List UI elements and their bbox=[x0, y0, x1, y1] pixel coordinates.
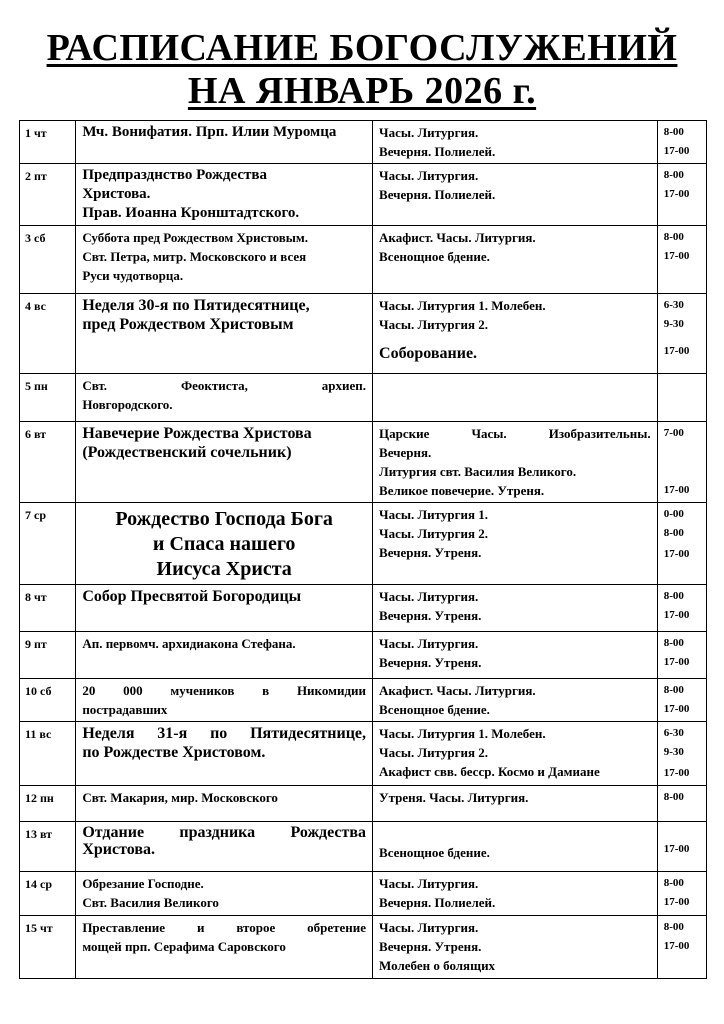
table-row bbox=[20, 121, 707, 164]
day-cell: 6 вт bbox=[20, 422, 76, 503]
day-cell: 9 пт bbox=[20, 632, 76, 679]
feast-cell: Предпразднство Рождества Христова. Прав. Иоанна Кронштадтского. bbox=[76, 164, 373, 226]
table-row bbox=[20, 872, 707, 916]
feast-cell: 20 000 мучеников в Никомидии пострадавших bbox=[76, 679, 373, 722]
times-cell: 0-00 8-00 17-00 bbox=[657, 503, 706, 585]
feast-cell: Свт. Макария, мир. Московского bbox=[76, 786, 373, 822]
services-cell: Царские Часы. Изобразительны. Вечерня. Литургия свт. Василия Великого. Великое повечерие. Утреня. bbox=[373, 422, 658, 503]
times-cell: 8-00 17-00 bbox=[657, 872, 706, 916]
day-cell: 14 ср bbox=[20, 872, 76, 916]
table-row bbox=[20, 503, 707, 585]
day-cell: 11 вс bbox=[20, 722, 76, 786]
feast-cell: Свт. Феоктиста, архиеп. Новгородского. bbox=[76, 374, 373, 422]
table-row bbox=[20, 374, 707, 422]
services-cell: Часы. Литургия. Вечерня. Полиелей. bbox=[373, 872, 658, 916]
times-cell: 8-00 17-00 bbox=[657, 164, 706, 226]
table-row bbox=[20, 786, 707, 822]
times-cell: 8-00 17-00 bbox=[657, 121, 706, 164]
feast-cell: Преставление и второе обретение мощей прп. Серафима Саровского bbox=[76, 916, 373, 979]
table-row bbox=[20, 226, 707, 294]
feast-cell: Обрезание Господне. Свт. Василия Великого bbox=[76, 872, 373, 916]
table-row bbox=[20, 722, 707, 786]
table-row bbox=[20, 164, 707, 226]
schedule-table bbox=[19, 120, 707, 979]
feast-cell: Неделя 30-я по Пятидесятнице, пред Рождеством Христовым bbox=[76, 294, 373, 374]
table-row bbox=[20, 679, 707, 722]
table-row bbox=[20, 422, 707, 503]
day-cell: 15 чт bbox=[20, 916, 76, 979]
services-cell: Акафист. Часы. Литургия. Всенощное бдение. bbox=[373, 679, 658, 722]
day-cell: 4 вс bbox=[20, 294, 76, 374]
page-title: РАСПИСАНИЕ БОГОСЛУЖЕНИЙ bbox=[46, 27, 678, 69]
services-cell: Всенощное бдение. bbox=[373, 822, 658, 872]
times-cell: 8-00 17-00 bbox=[657, 226, 706, 294]
feast-cell: Навечерие Рождества Христова (Рождественский сочельник) bbox=[76, 422, 373, 503]
services-cell: Часы. Литургия. Вечерня. Полиелей. bbox=[373, 164, 658, 226]
services-cell: Часы. Литургия 1. Часы. Литургия 2. Вечерня. Утреня. bbox=[373, 503, 658, 585]
services-cell: Утреня. Часы. Литургия. bbox=[373, 786, 658, 822]
table-row bbox=[20, 585, 707, 632]
feast-cell: Суббота пред Рождеством Христовым. Свт. Петра, митр. Московского и всея Руси чудотворца. bbox=[76, 226, 373, 294]
services-cell: Часы. Литургия. Вечерня. Полиелей. bbox=[373, 121, 658, 164]
services-cell: Акафист. Часы. Литургия. Всенощное бдение. bbox=[373, 226, 658, 294]
services-cell: Часы. Литургия 1. Молебен. Часы. Литургия 2. Соборование. bbox=[373, 294, 658, 374]
day-cell: 13 вт bbox=[20, 822, 76, 872]
times-cell: 6-30 9-30 17-00 bbox=[657, 294, 706, 374]
times-cell: 7-00 17-00 bbox=[657, 422, 706, 503]
times-cell: 17-00 bbox=[657, 822, 706, 872]
table-row bbox=[20, 632, 707, 679]
day-cell: 5 пн bbox=[20, 374, 76, 422]
services-cell: Часы. Литургия. Вечерня. Утреня. bbox=[373, 585, 658, 632]
services-cell: Часы. Литургия. Вечерня. Утреня. Молебен о болящих bbox=[373, 916, 658, 979]
page-subtitle: НА ЯНВАРЬ 2026 г. bbox=[187, 70, 537, 112]
feast-cell: Мч. Вонифатия. Прп. Илии Муромца bbox=[76, 121, 373, 164]
times-cell: 8-00 17-00 bbox=[657, 585, 706, 632]
table-row bbox=[20, 294, 707, 374]
day-cell: 2 пт bbox=[20, 164, 76, 226]
times-cell: 8-00 17-00 bbox=[657, 679, 706, 722]
day-cell: 8 чт bbox=[20, 585, 76, 632]
times-cell: 8-00 17-00 bbox=[657, 632, 706, 679]
feast-cell: Отдание праздника Рождества Христова. bbox=[76, 822, 373, 872]
feast-cell: Ап. первомч. архидиакона Стефана. bbox=[76, 632, 373, 679]
times-cell: 8-00 bbox=[657, 786, 706, 822]
times-cell bbox=[657, 374, 706, 422]
feast-cell: Рождество Господа Бога и Спаса нашего Иисуса Христа bbox=[76, 503, 373, 585]
day-cell: 7 ср bbox=[20, 503, 76, 585]
day-cell: 12 пн bbox=[20, 786, 76, 822]
feast-cell: Неделя 31-я по Пятидесятнице, по Рождестве Христовом. bbox=[76, 722, 373, 786]
services-cell: Часы. Литургия 1. Молебен. Часы. Литургия 2. Акафист свв. бесср. Космо и Дамиане bbox=[373, 722, 658, 786]
times-cell: 6-30 9-30 17-00 bbox=[657, 722, 706, 786]
services-cell bbox=[373, 374, 658, 422]
day-cell: 1 чт bbox=[20, 121, 76, 164]
times-cell: 8-00 17-00 bbox=[657, 916, 706, 979]
services-cell: Часы. Литургия. Вечерня. Утреня. bbox=[373, 632, 658, 679]
day-cell: 10 сб bbox=[20, 679, 76, 722]
table-row bbox=[20, 822, 707, 872]
table-row bbox=[20, 916, 707, 979]
feast-cell: Собор Пресвятой Богородицы bbox=[76, 585, 373, 632]
day-cell: 3 сб bbox=[20, 226, 76, 294]
